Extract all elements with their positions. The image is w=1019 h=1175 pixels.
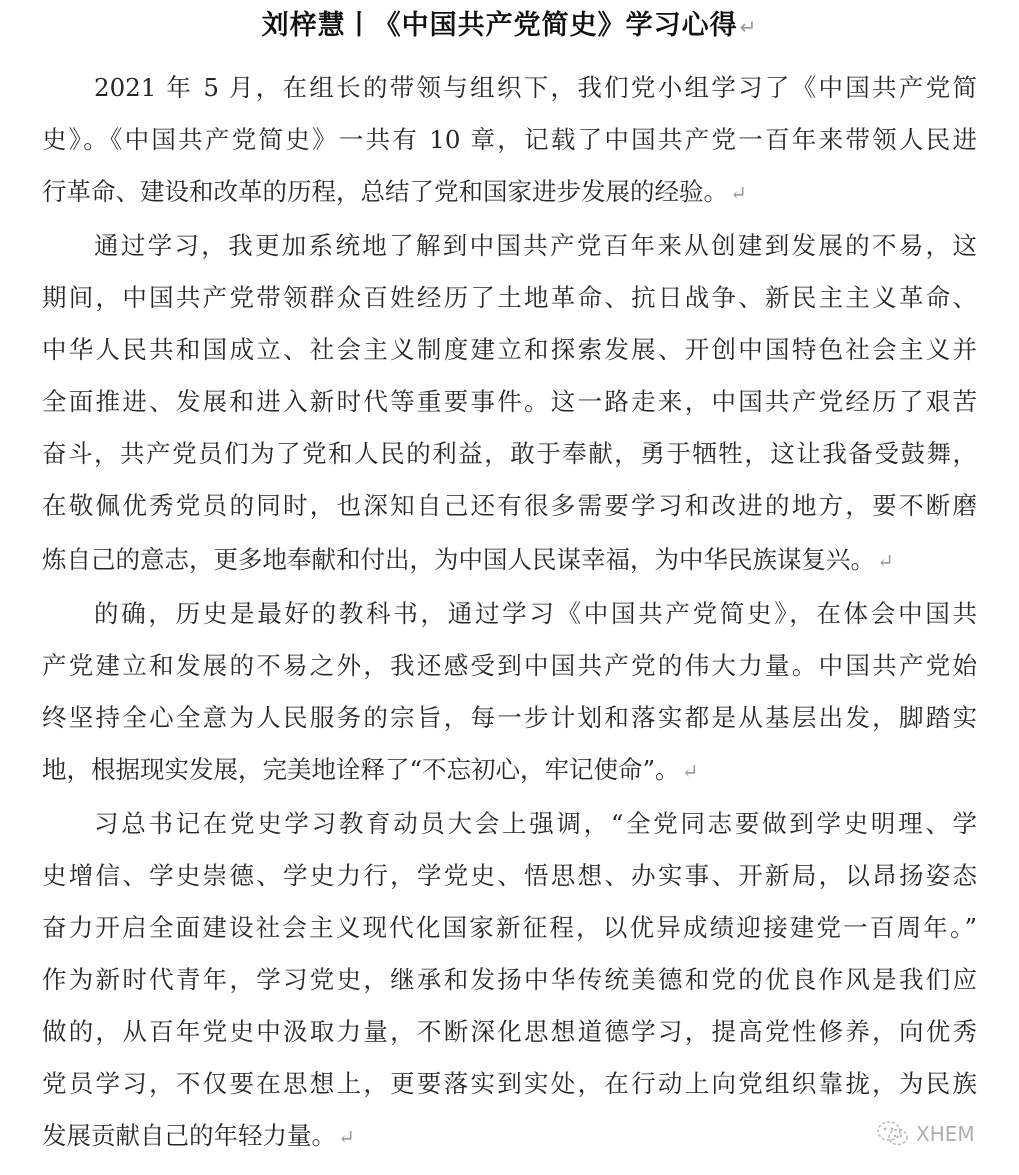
paragraph-1-line-2: 史》。《中国共产党简史》一共有 10 章，记载了中国共产党一百年来带领人民进 bbox=[42, 125, 977, 154]
paragraph-4-line-7 bbox=[42, 1116, 977, 1156]
title-text: 刘梓慧丨《中国共产党简史》学习心得 bbox=[261, 10, 738, 41]
paragraph-4-line-2: 史增信、学史崇德、学史力行，学党史、悟思想、办实事、开新局，以昂扬姿态 bbox=[42, 861, 977, 890]
paragraph-3-line-1: 的确，历史是最好的教科书，通过学习《中国共产党简史》，在体会中国共 bbox=[94, 599, 977, 628]
paragraph-mark-icon: ↵ bbox=[730, 181, 747, 205]
paragraph-3-line-2: 产党建立和发展的不易之外，我还感受到中国共产党的伟大力量。中国共产党始 bbox=[42, 651, 977, 680]
paragraph-4-line-4: 作为新时代青年，学习党史，继承和发扬中华传统美德和党的优良作风是我们应 bbox=[42, 965, 977, 994]
paragraph-3-line-4 bbox=[42, 750, 977, 790]
paragraph-2-line-5: 奋斗，共产党员们为了党和人民的利益，敢于奉献，勇于牺牲，这让我备受鼓舞， bbox=[42, 439, 977, 468]
paragraph-mark-icon: ↵ bbox=[877, 549, 894, 573]
document-title bbox=[0, 6, 1019, 46]
line-text: 地，根据现实发展，完美地诠释了“不忘初心，牢记使命”。 bbox=[42, 755, 680, 784]
paragraph-2-line-1: 通过学习，我更加系统地了解到中国共产党百年来从创建到发展的不易，这 bbox=[94, 231, 977, 260]
paragraph-1-line-3 bbox=[42, 172, 977, 212]
watermark-text: XHEM bbox=[916, 1122, 975, 1146]
paragraph-2-line-3: 中华人民共和国成立、社会主义制度建立和探索发展、开创中国特色社会主义并 bbox=[42, 335, 977, 364]
watermark bbox=[876, 1118, 975, 1150]
paragraph-2-line-4: 全面推进、发展和进入新时代等重要事件。这一路走来，中国共产党经历了艰苦 bbox=[42, 387, 977, 416]
paragraph-mark-icon: ↵ bbox=[681, 759, 699, 783]
paragraph-1-line-1: 2021 年 5 月，在组长的带领与组织下，我们党小组学习了《中国共产党简 bbox=[94, 73, 977, 102]
paragraph-mark-icon: ↵ bbox=[739, 15, 758, 39]
paragraph-2-line-7 bbox=[42, 540, 977, 580]
paragraph-3-line-3: 终坚持全心全意为人民服务的宗旨，每一步计划和落实都是从基层出发，脚踏实 bbox=[42, 703, 977, 732]
paragraph-4-line-6: 党员学习，不仅要在思想上，更要落实到实处，在行动上向党组织靠拢，为民族 bbox=[42, 1069, 977, 1098]
wechat-icon bbox=[876, 1120, 910, 1148]
paragraph-4-line-3: 奋力开启全面建设社会主义现代化国家新征程，以优异成绩迎接建党一百周年。” bbox=[42, 913, 977, 942]
paragraph-mark-icon: ↵ bbox=[338, 1125, 355, 1149]
paragraph-4-line-1: 习总书记在党史学习教育动员大会上强调，“全党同志要做到学史明理、学 bbox=[94, 809, 977, 838]
line-text: 行革命、建设和改革的历程，总结了党和国家进步发展的经验。 bbox=[42, 177, 728, 206]
line-text: 发展贡献自己的年轻力量。 bbox=[42, 1121, 336, 1150]
paragraph-4-line-5: 做的，从百年党史中汲取力量，不断深化思想道德学习，提高党性修养，向优秀 bbox=[42, 1017, 977, 1046]
line-text: 炼自己的意志，更多地奉献和付出，为中国人民谋幸福，为中华民族谋复兴。 bbox=[42, 545, 875, 574]
paragraph-2-line-6: 在敬佩优秀党员的同时，也深知自己还有很多需要学习和改进的地方，要不断磨 bbox=[42, 491, 977, 520]
paragraph-2-line-2: 期间，中国共产党带领群众百姓经历了土地革命、抗日战争、新民主主义革命、 bbox=[42, 283, 977, 312]
